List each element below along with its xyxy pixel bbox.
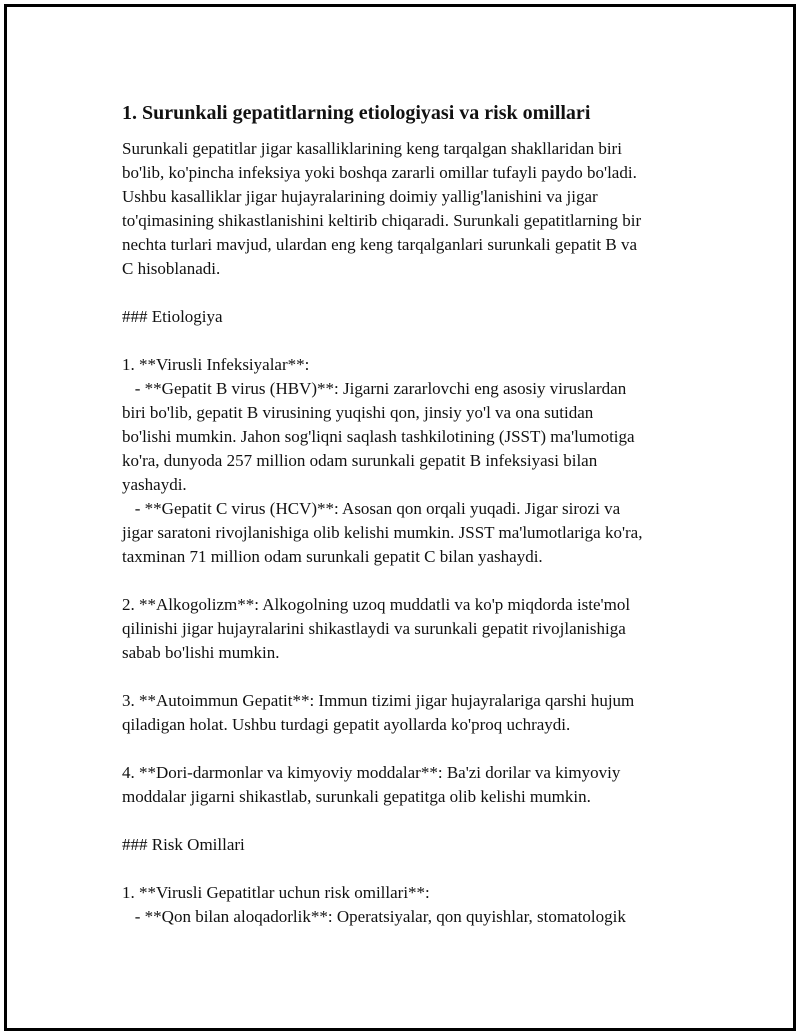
paragraph-container xyxy=(122,137,702,929)
text-line: C hisoblanadi. xyxy=(122,259,221,278)
text-line: 3. **Autoimmun Gepatit**: Immun tizimi jigar hujayralariga qarshi hujum xyxy=(122,691,635,710)
text-line: ko'ra, dunyoda 257 million odam surunkali gepatit B infeksiyasi bilan xyxy=(122,451,598,470)
paragraph xyxy=(122,593,702,665)
text-line: taxminan 71 million odam surunkali gepatit C bilan yashaydi. xyxy=(122,547,543,566)
paragraph xyxy=(122,353,702,569)
text-line: nechta turlari mavjud, ulardan eng keng tarqalganlari surunkali gepatit B va xyxy=(122,235,638,254)
text-line: bo'lib, ko'pincha infeksiya yoki boshqa zararli omillar tufayli paydo bo'ladi. xyxy=(122,163,637,182)
text-line: - **Qon bilan aloqadorlik**: Operatsiyalar, qon quyishlar, stomatologik xyxy=(122,907,626,926)
text-line: sabab bo'lishi mumkin. xyxy=(122,643,280,662)
text-line: bo'lishi mumkin. Jahon sog'liqni saqlash tashkilotining (JSST) ma'lumotiga xyxy=(122,427,635,446)
text-line: ### Etiologiya xyxy=(122,307,223,326)
paragraph xyxy=(122,689,702,737)
text-line: 1. **Virusli Infeksiyalar**: xyxy=(122,355,310,374)
text-line: ### Risk Omillari xyxy=(122,835,245,854)
paragraph xyxy=(122,881,702,929)
text-line: yashaydi. xyxy=(122,475,187,494)
section-heading: 1. Surunkali gepatitlarning etiologiyasi va risk omillari xyxy=(122,102,591,124)
text-line: jigar saratoni rivojlanishiga olib kelishi mumkin. JSST ma'lumotlariga ko'ra, xyxy=(122,523,643,542)
text-line: biri bo'lib, gepatit B virusining yuqishi qon, jinsiy yo'l va ona sutidan xyxy=(122,403,594,422)
text-line: to'qimasining shikastlanishini keltirib chiqaradi. Surunkali gepatitlarning bir xyxy=(122,211,642,230)
text-line: Ushbu kasalliklar jigar hujayralarining doimiy yallig'lanishini va jigar xyxy=(122,187,598,206)
paragraph xyxy=(122,761,702,809)
page-frame xyxy=(4,4,796,1031)
text-line: qiladigan holat. Ushbu turdagi gepatit ayollarda ko'proq uchraydi. xyxy=(122,715,571,734)
paragraph xyxy=(122,305,702,329)
text-line: Surunkali gepatitlar jigar kasalliklarining keng tarqalgan shakllaridan biri xyxy=(122,139,622,158)
text-line: - **Gepatit B virus (HBV)**: Jigarni zararlovchi eng asosiy viruslardan xyxy=(122,379,627,398)
paragraph xyxy=(122,833,702,857)
text-line: 1. **Virusli Gepatitlar uchun risk omillari**: xyxy=(122,883,430,902)
text-line: moddalar jigarni shikastlab, surunkali gepatitga olib kelishi mumkin. xyxy=(122,787,591,806)
text-line: 4. **Dori-darmonlar va kimyoviy moddalar**: Ba'zi dorilar va kimyoviy xyxy=(122,763,621,782)
document-body xyxy=(122,99,702,929)
text-line: - **Gepatit C virus (HCV)**: Asosan qon orqali yuqadi. Jigar sirozi va xyxy=(122,499,621,518)
text-line: qilinishi jigar hujayralarini shikastlaydi va surunkali gepatit rivojlanishiga xyxy=(122,619,626,638)
paragraph xyxy=(122,137,702,281)
text-line: 2. **Alkogolizm**: Alkogolning uzoq muddatli va ko'p miqdorda iste'mol xyxy=(122,595,631,614)
